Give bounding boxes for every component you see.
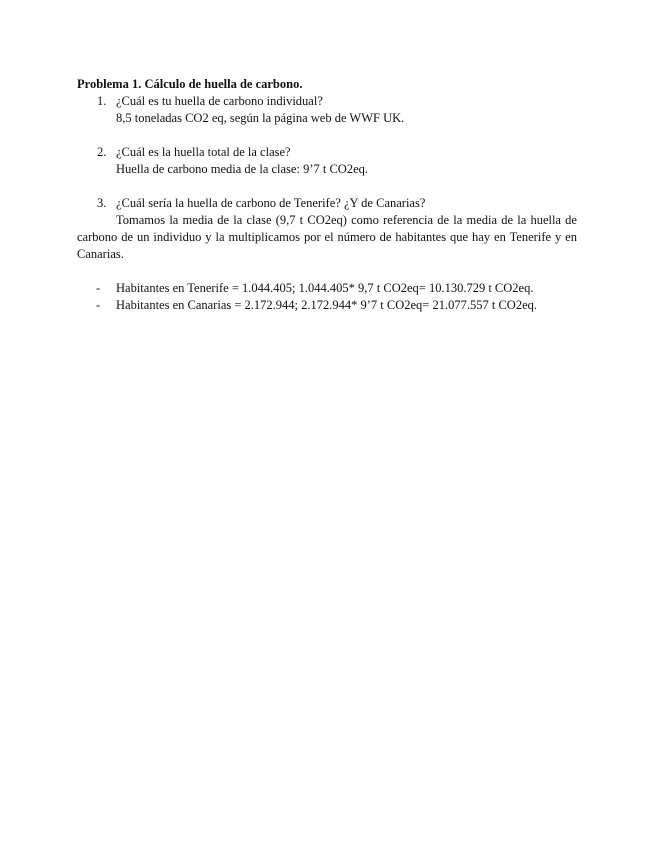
document-page (77, 76, 577, 314)
dash-bullet: - (96, 281, 101, 295)
problem-title: Problema 1. Cálculo de huella de carbono. (77, 77, 303, 91)
bullet-text: Habitantes en Tenerife = 1.044.405; 1.044.405* 9,7 t CO2eq= 10.130.729 t CO2eq. (116, 281, 534, 295)
question-number: 3. (97, 196, 107, 210)
dash-bullet: - (96, 298, 101, 312)
question-item-1 (77, 93, 577, 110)
blank-line (77, 178, 577, 195)
question-item-2 (77, 144, 577, 161)
question-text: ¿Cuál es la huella total de la clase? (116, 145, 291, 159)
question-number: 2. (97, 145, 107, 159)
bullet-item-tenerife (77, 280, 577, 297)
blank-line (77, 127, 577, 144)
answer-paragraph: Tomamos la media de la clase (9,7 t CO2eq) como referencia de la media de la huella de carbono de un individuo y la multiplicamos por el número de habitantes que hay en Tenerife y en Canarias. (77, 213, 577, 261)
bullet-text: Habitantes en Canarias = 2.172.944; 2.172.944* 9’7 t CO2eq= 21.077.557 t CO2eq. (116, 298, 537, 312)
question-text: ¿Cuál es tu huella de carbono individual? (116, 94, 323, 108)
answer-text: 8,5 toneladas CO2 eq, según la página web de WWF UK. (116, 111, 405, 125)
question-number: 1. (97, 94, 107, 108)
question-item-3 (77, 195, 577, 212)
answer-text: Huella de carbono media de la clase: 9’7 t CO2eq. (116, 162, 368, 176)
blank-line (77, 263, 577, 280)
question-text: ¿Cuál sería la huella de carbono de Tenerife? ¿Y de Canarias? (116, 196, 426, 210)
bullet-item-canarias (77, 297, 577, 314)
